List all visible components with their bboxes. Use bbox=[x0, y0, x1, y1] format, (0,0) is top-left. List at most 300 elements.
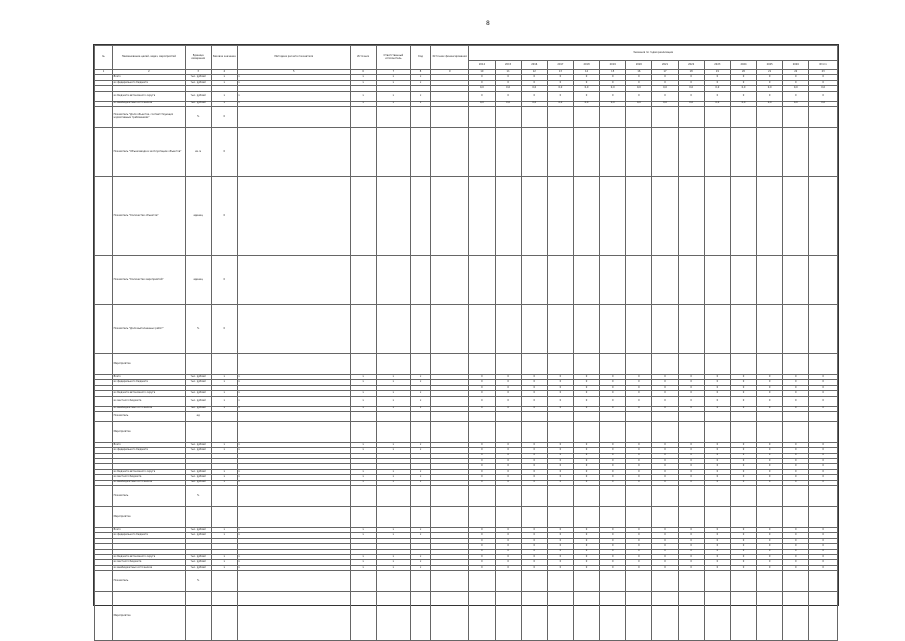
table-cell: 0 bbox=[783, 374, 809, 379]
table-cell: х bbox=[350, 380, 376, 385]
table-cell: х bbox=[237, 475, 350, 480]
table-cell: 0 bbox=[626, 380, 652, 385]
column-number: 21 bbox=[757, 70, 783, 75]
table-cell: ед bbox=[185, 411, 211, 421]
table-cell: х bbox=[376, 480, 410, 485]
table-cell bbox=[469, 304, 495, 353]
table-cell bbox=[652, 411, 678, 421]
table-cell: 0 bbox=[783, 533, 809, 538]
table-cell bbox=[809, 592, 838, 641]
table-cell bbox=[376, 507, 410, 528]
table-cell: 0 bbox=[678, 544, 704, 549]
table-cell: х bbox=[350, 528, 376, 533]
table-cell: 0 bbox=[469, 385, 495, 390]
table-cell bbox=[431, 127, 469, 176]
header-year: 2026 bbox=[783, 61, 809, 70]
table-cell bbox=[730, 353, 756, 374]
header-year: 2016 bbox=[521, 61, 547, 70]
table-cell bbox=[410, 571, 430, 592]
table-cell bbox=[652, 486, 678, 507]
column-number: 5 bbox=[237, 70, 350, 75]
table-cell bbox=[547, 106, 573, 127]
table-row bbox=[95, 571, 838, 592]
header-code: Код bbox=[410, 46, 430, 70]
table-cell: 0 bbox=[730, 80, 756, 85]
table-cell bbox=[730, 255, 756, 304]
table-row bbox=[95, 507, 838, 528]
table-cell bbox=[626, 255, 652, 304]
table-cell: 0 bbox=[600, 560, 626, 565]
table-cell: 0 bbox=[495, 75, 521, 80]
table-cell: 0 bbox=[678, 374, 704, 379]
table-cell bbox=[600, 127, 626, 176]
table-cell: 0 bbox=[652, 406, 678, 411]
table-cell: 0 bbox=[626, 464, 652, 469]
table-cell: 0 bbox=[495, 448, 521, 453]
table-cell bbox=[652, 353, 678, 374]
table-cell bbox=[376, 127, 410, 176]
table-cell: 0 bbox=[704, 475, 730, 480]
table-cell bbox=[95, 176, 113, 255]
header-year: 2017 bbox=[547, 61, 573, 70]
table-cell: 0 bbox=[547, 406, 573, 411]
table-cell: 0 bbox=[652, 442, 678, 447]
table-cell: 0 bbox=[678, 75, 704, 80]
table-cell: 0 bbox=[521, 459, 547, 464]
table-cell: 0 bbox=[495, 475, 521, 480]
column-number: 15 bbox=[600, 70, 626, 75]
table-cell bbox=[521, 486, 547, 507]
table-cell: х bbox=[350, 101, 376, 106]
table-cell: 0 bbox=[730, 533, 756, 538]
table-cell: 0 bbox=[573, 475, 599, 480]
table-cell: 0 bbox=[783, 544, 809, 549]
table-cell bbox=[757, 255, 783, 304]
table-cell bbox=[495, 255, 521, 304]
table-cell: х bbox=[237, 406, 350, 411]
table-cell: 0 bbox=[469, 448, 495, 453]
table-cell: 0 bbox=[809, 480, 838, 485]
table-cell bbox=[521, 255, 547, 304]
table-cell: 0 bbox=[809, 528, 838, 533]
table-cell: 0 bbox=[600, 75, 626, 80]
table-cell: 0 bbox=[783, 391, 809, 396]
table-cell: 0 bbox=[573, 374, 599, 379]
table-cell: 0 bbox=[730, 560, 756, 565]
table-cell: 0 bbox=[600, 565, 626, 570]
table-cell: 0 bbox=[600, 533, 626, 538]
table-cell bbox=[376, 255, 410, 304]
table-cell: 0 bbox=[730, 469, 756, 474]
table-cell: 0 bbox=[547, 560, 573, 565]
table-cell bbox=[652, 255, 678, 304]
table-cell: х bbox=[410, 91, 430, 101]
table-cell: 0 bbox=[521, 533, 547, 538]
table-cell: тыс. рублей bbox=[185, 448, 211, 453]
table-cell bbox=[95, 421, 113, 442]
table-cell bbox=[521, 507, 547, 528]
table-cell bbox=[757, 507, 783, 528]
table-cell: 0 bbox=[211, 255, 237, 304]
table-cell: 0 bbox=[652, 385, 678, 390]
header-name: Наименование целей, задач, мероприятий bbox=[113, 46, 185, 70]
table-cell: х bbox=[376, 528, 410, 533]
table-cell: х bbox=[376, 80, 410, 85]
table-cell bbox=[469, 486, 495, 507]
table-cell bbox=[783, 106, 809, 127]
table-cell: 0 bbox=[757, 385, 783, 390]
table-cell: 0 bbox=[652, 565, 678, 570]
table-cell: 0 bbox=[469, 554, 495, 559]
table-cell: 0,0 bbox=[547, 86, 573, 91]
table-cell: 0 bbox=[757, 91, 783, 101]
table-cell bbox=[573, 127, 599, 176]
table-cell: х bbox=[237, 91, 350, 101]
table-cell: х bbox=[237, 480, 350, 485]
table-cell: 0 bbox=[495, 538, 521, 543]
table-cell bbox=[809, 421, 838, 442]
table-cell: 0 bbox=[704, 565, 730, 570]
table-cell: х bbox=[410, 448, 430, 453]
table-cell bbox=[350, 592, 376, 641]
column-number: 1 bbox=[95, 70, 113, 75]
table-cell bbox=[573, 592, 599, 641]
table-cell bbox=[704, 486, 730, 507]
table-cell: 0 bbox=[469, 533, 495, 538]
table-cell bbox=[95, 353, 113, 374]
table-cell: 0 bbox=[573, 380, 599, 385]
header-year: 2022 bbox=[678, 61, 704, 70]
column-number: 22 bbox=[783, 70, 809, 75]
table-cell: 0 bbox=[757, 406, 783, 411]
table-cell: тыс. рублей bbox=[185, 469, 211, 474]
table-cell: 0,0 bbox=[469, 86, 495, 91]
table-cell: х bbox=[350, 75, 376, 80]
table-cell: из федерального бюджета bbox=[113, 80, 185, 85]
table-cell bbox=[431, 255, 469, 304]
table-cell: х bbox=[376, 406, 410, 411]
program-table bbox=[94, 45, 838, 641]
table-cell: х bbox=[237, 560, 350, 565]
table-cell: 0 bbox=[757, 464, 783, 469]
table-cell: х bbox=[350, 469, 376, 474]
table-cell: 0 bbox=[547, 538, 573, 543]
table-cell: тыс. рублей bbox=[185, 374, 211, 379]
table-cell bbox=[809, 486, 838, 507]
table-cell: 0,0 bbox=[757, 101, 783, 106]
table-cell bbox=[783, 411, 809, 421]
table-cell: 0 bbox=[757, 75, 783, 80]
column-number: 13 bbox=[547, 70, 573, 75]
table-cell bbox=[783, 571, 809, 592]
table-cell: 0 bbox=[678, 380, 704, 385]
table-cell bbox=[350, 176, 376, 255]
table-cell bbox=[573, 176, 599, 255]
table-cell: 0 bbox=[469, 469, 495, 474]
table-cell bbox=[704, 411, 730, 421]
table-cell bbox=[431, 571, 469, 592]
table-cell: 0 bbox=[495, 453, 521, 458]
table-cell: 0,0 bbox=[469, 101, 495, 106]
table-cell: х bbox=[237, 554, 350, 559]
table-cell bbox=[547, 592, 573, 641]
table-cell: 0 bbox=[521, 538, 547, 543]
table-cell bbox=[211, 421, 237, 442]
header-year: Итого bbox=[809, 61, 838, 70]
table-cell: 0 bbox=[600, 391, 626, 396]
table-cell: 0,0 bbox=[521, 101, 547, 106]
table-cell: 0 bbox=[573, 544, 599, 549]
table-cell: 0 bbox=[652, 549, 678, 554]
header-year: 2018 bbox=[573, 61, 599, 70]
table-cell bbox=[521, 411, 547, 421]
table-cell: 0 bbox=[469, 464, 495, 469]
table-cell: 0 bbox=[600, 544, 626, 549]
table-cell bbox=[573, 106, 599, 127]
table-cell: 0 bbox=[809, 469, 838, 474]
table-cell bbox=[95, 507, 113, 528]
table-cell: 0 bbox=[600, 459, 626, 464]
table-cell: Показатель "Объем ввода в эксплуатацию объектов" bbox=[113, 127, 185, 176]
table-cell: 0 bbox=[704, 544, 730, 549]
table-cell: х bbox=[211, 75, 237, 80]
table-cell bbox=[626, 486, 652, 507]
table-cell bbox=[600, 486, 626, 507]
table-cell: 0 bbox=[704, 391, 730, 396]
table-cell: из федерального бюджета bbox=[113, 380, 185, 385]
table-cell: 0 bbox=[704, 554, 730, 559]
table-cell: 0 bbox=[783, 565, 809, 570]
table-cell: 0 bbox=[521, 385, 547, 390]
column-number: 12 bbox=[521, 70, 547, 75]
table-cell: х bbox=[211, 554, 237, 559]
table-cell: 0 bbox=[652, 459, 678, 464]
table-cell bbox=[237, 571, 350, 592]
table-cell bbox=[350, 106, 376, 127]
table-cell: 0 bbox=[573, 448, 599, 453]
table-cell bbox=[431, 411, 469, 421]
table-cell bbox=[730, 176, 756, 255]
table-cell: х bbox=[350, 442, 376, 447]
table-cell: х bbox=[410, 380, 430, 385]
table-cell: тыс. рублей bbox=[185, 480, 211, 485]
table-cell: 0 bbox=[809, 464, 838, 469]
table-cell: 0,0 bbox=[704, 101, 730, 106]
table-row bbox=[95, 486, 838, 507]
table-cell: 0 bbox=[600, 475, 626, 480]
table-cell bbox=[521, 353, 547, 374]
page-number: 8 bbox=[486, 20, 490, 27]
table-cell: х bbox=[410, 101, 430, 106]
table-cell: из бюджета автономного округа bbox=[113, 554, 185, 559]
table-cell: х bbox=[376, 374, 410, 379]
table-cell bbox=[678, 507, 704, 528]
table-cell bbox=[237, 353, 350, 374]
table-cell: 0 bbox=[652, 448, 678, 453]
table-cell: х bbox=[211, 533, 237, 538]
table-cell bbox=[757, 304, 783, 353]
table-cell: 0 bbox=[626, 544, 652, 549]
table-cell: 0 bbox=[626, 528, 652, 533]
table-cell bbox=[809, 255, 838, 304]
table-cell: х bbox=[350, 475, 376, 480]
table-cell: 0 bbox=[678, 533, 704, 538]
table-cell bbox=[547, 411, 573, 421]
table-cell bbox=[376, 486, 410, 507]
table-cell: тыс. рублей bbox=[185, 528, 211, 533]
column-number: 17 bbox=[652, 70, 678, 75]
table-cell: 0 bbox=[469, 528, 495, 533]
table-cell: 0 bbox=[757, 475, 783, 480]
table-cell: х bbox=[211, 565, 237, 570]
table-cell: 0 bbox=[783, 406, 809, 411]
table-cell: 0 bbox=[678, 469, 704, 474]
table-cell bbox=[704, 353, 730, 374]
table-cell bbox=[237, 304, 350, 353]
table-cell: 0 bbox=[757, 453, 783, 458]
table-cell: 0 bbox=[678, 560, 704, 565]
table-cell: 0 bbox=[730, 459, 756, 464]
table-cell bbox=[809, 353, 838, 374]
table-cell: 0 bbox=[573, 396, 599, 406]
table-cell bbox=[469, 507, 495, 528]
table-cell: 0 bbox=[626, 80, 652, 85]
table-cell: 0 bbox=[521, 549, 547, 554]
table-cell: х bbox=[376, 533, 410, 538]
table-cell: х bbox=[211, 396, 237, 406]
table-cell: 0,0 bbox=[600, 86, 626, 91]
table-cell bbox=[600, 176, 626, 255]
table-cell: 0 bbox=[809, 538, 838, 543]
table-cell bbox=[757, 127, 783, 176]
table-cell: тыс. рублей bbox=[185, 91, 211, 101]
table-cell bbox=[521, 592, 547, 641]
table-cell: 0 bbox=[573, 480, 599, 485]
table-cell bbox=[626, 106, 652, 127]
table-cell bbox=[678, 486, 704, 507]
table-cell: 0 bbox=[547, 565, 573, 570]
table-cell: 0 bbox=[757, 448, 783, 453]
table-cell: х bbox=[410, 533, 430, 538]
table-cell bbox=[678, 176, 704, 255]
table-cell: % bbox=[185, 486, 211, 507]
table-cell: 0 bbox=[495, 480, 521, 485]
table-cell: из внебюджетных источников bbox=[113, 101, 185, 106]
table-cell: х bbox=[211, 448, 237, 453]
table-cell bbox=[626, 507, 652, 528]
table-cell bbox=[495, 421, 521, 442]
table-cell: Всего bbox=[113, 75, 185, 80]
table-cell: 0 bbox=[757, 374, 783, 379]
table-cell bbox=[95, 91, 113, 101]
table-cell: 0 bbox=[626, 391, 652, 396]
table-cell bbox=[652, 304, 678, 353]
header-no: № bbox=[95, 46, 113, 70]
table-cell bbox=[704, 507, 730, 528]
table-row bbox=[95, 127, 838, 176]
table-cell: 0 bbox=[704, 469, 730, 474]
table-cell: 0,0 bbox=[573, 101, 599, 106]
table-cell bbox=[783, 421, 809, 442]
table-cell: х bbox=[410, 554, 430, 559]
table-cell: 0 bbox=[783, 380, 809, 385]
table-cell: 0 bbox=[652, 528, 678, 533]
table-cell: 0 bbox=[495, 80, 521, 85]
table-cell bbox=[469, 353, 495, 374]
table-cell: 0,0 bbox=[730, 86, 756, 91]
table-cell bbox=[376, 176, 410, 255]
table-cell: 0 bbox=[211, 127, 237, 176]
table-cell: 0 bbox=[469, 538, 495, 543]
table-cell bbox=[600, 421, 626, 442]
table-cell bbox=[237, 255, 350, 304]
table-cell: 0 bbox=[600, 469, 626, 474]
table-cell: 0,0 bbox=[547, 101, 573, 106]
column-number: 16 bbox=[626, 70, 652, 75]
table-cell: х bbox=[237, 442, 350, 447]
table-cell: 0 bbox=[211, 106, 237, 127]
table-cell: 0 bbox=[783, 385, 809, 390]
table-cell: 0 bbox=[495, 459, 521, 464]
table-cell: 0 bbox=[757, 549, 783, 554]
table-cell: тыс. рублей bbox=[185, 80, 211, 85]
table-cell: 0 bbox=[730, 554, 756, 559]
table-cell: 0 bbox=[573, 469, 599, 474]
table-cell: из федерального бюджета bbox=[113, 533, 185, 538]
table-cell bbox=[95, 571, 113, 592]
header-years-group: Значения по годам реализации bbox=[469, 46, 838, 61]
table-cell bbox=[573, 486, 599, 507]
table-cell: 0,0 bbox=[704, 86, 730, 91]
table-cell: 0 bbox=[730, 91, 756, 101]
table-cell bbox=[95, 255, 113, 304]
table-cell: 0 bbox=[757, 560, 783, 565]
table-cell: 0 bbox=[678, 459, 704, 464]
table-cell bbox=[431, 396, 469, 406]
table-cell: 0 bbox=[757, 459, 783, 464]
table-cell: 0 bbox=[757, 391, 783, 396]
table-cell: 0 bbox=[547, 75, 573, 80]
table-cell: х bbox=[350, 374, 376, 379]
table-cell: х bbox=[410, 528, 430, 533]
table-cell bbox=[495, 304, 521, 353]
table-cell: 0 bbox=[730, 475, 756, 480]
table-cell: из бюджета автономного округа bbox=[113, 91, 185, 101]
table-cell: 0 bbox=[600, 538, 626, 543]
table-cell: 0 bbox=[704, 538, 730, 543]
table-cell bbox=[600, 255, 626, 304]
table-cell: х bbox=[211, 560, 237, 565]
table-cell: 0 bbox=[495, 528, 521, 533]
table-cell bbox=[410, 486, 430, 507]
table-cell: 0 bbox=[652, 544, 678, 549]
table-cell bbox=[495, 176, 521, 255]
table-cell bbox=[573, 304, 599, 353]
table-cell bbox=[704, 592, 730, 641]
table-cell: из внебюджетных источников bbox=[113, 565, 185, 570]
table-cell: 0,0 bbox=[730, 101, 756, 106]
table-cell: х bbox=[237, 565, 350, 570]
column-number: 3 bbox=[185, 70, 211, 75]
header-row bbox=[95, 46, 838, 61]
table-cell: из внебюджетных источников bbox=[113, 480, 185, 485]
column-number: 7 bbox=[376, 70, 410, 75]
table-cell: из бюджета автономного округа bbox=[113, 469, 185, 474]
table-cell bbox=[521, 106, 547, 127]
table-cell: 0 bbox=[495, 544, 521, 549]
table-cell bbox=[495, 127, 521, 176]
table-cell bbox=[809, 571, 838, 592]
